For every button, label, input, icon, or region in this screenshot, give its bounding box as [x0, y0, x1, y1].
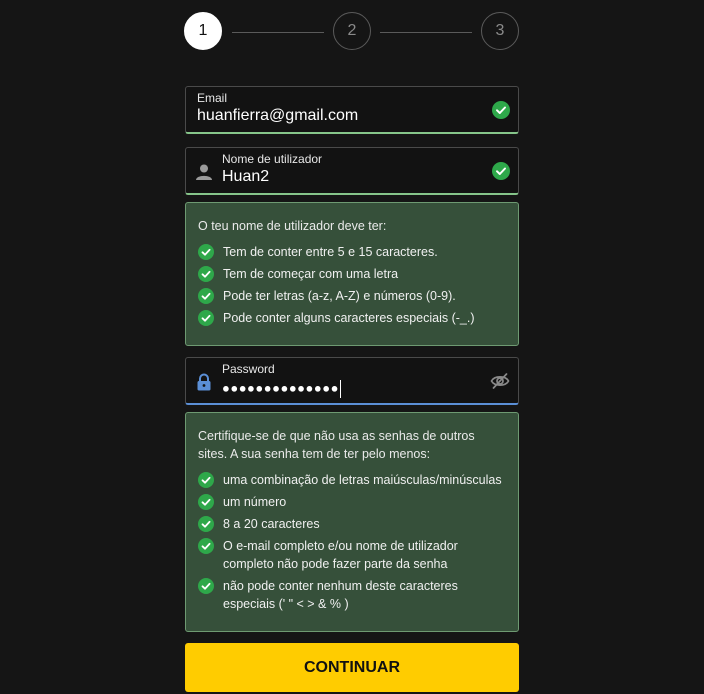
password-rules-panel	[185, 412, 519, 632]
check-circle-icon	[492, 162, 510, 180]
rule-text: O e-mail completo e/ou nome de utilizador completo não pode fazer parte da senha	[223, 539, 458, 571]
check-circle-icon	[492, 101, 510, 119]
check-circle-icon	[198, 310, 214, 326]
password-rules-intro: Certifique-se de que não usa as senhas de outros sites. A sua senha tem de ter pelo menos:	[198, 429, 475, 461]
continue-button[interactable]: CONTINUAR	[185, 643, 519, 692]
password-label: Password	[222, 362, 275, 376]
email-label: Email	[197, 91, 228, 105]
rule-item	[198, 493, 506, 511]
step-2: 2	[333, 12, 371, 50]
check-circle-icon	[198, 244, 214, 260]
rule-text: Pode conter alguns caracteres especiais (-_.)	[223, 311, 475, 325]
step-3: 3	[481, 12, 519, 50]
rule-item	[198, 287, 506, 305]
username-field[interactable]	[185, 147, 519, 195]
check-circle-icon	[198, 494, 214, 510]
rule-text: 8 a 20 caracteres	[223, 517, 320, 531]
text-caret	[340, 380, 342, 398]
rule-text: Pode ter letras (a-z, A-Z) e números (0-9).	[223, 289, 456, 303]
step-1: 1	[184, 12, 222, 50]
rule-item	[198, 471, 506, 489]
rule-item	[198, 309, 506, 327]
password-field[interactable]	[185, 357, 519, 405]
step-connector	[380, 32, 472, 33]
username-value[interactable]: Huan2	[222, 168, 270, 185]
rule-item	[198, 265, 506, 283]
lock-icon	[194, 372, 214, 392]
rule-item	[198, 537, 506, 573]
check-circle-icon	[198, 266, 214, 282]
step-connector	[232, 32, 324, 33]
password-input[interactable]	[222, 380, 341, 398]
username-rules-panel	[185, 202, 519, 346]
check-circle-icon	[198, 538, 214, 554]
rule-item	[198, 515, 506, 533]
check-circle-icon	[198, 288, 214, 304]
password-value: ●●●●●●●●●●●●●●	[222, 380, 339, 396]
stepper	[184, 12, 520, 52]
check-circle-icon	[198, 578, 214, 594]
rule-text: Tem de conter entre 5 e 15 caracteres.	[223, 245, 438, 259]
check-circle-icon	[198, 516, 214, 532]
user-icon	[194, 162, 214, 182]
username-label: Nome de utilizador	[222, 152, 323, 166]
rule-text: não pode conter nenhum deste caracteres especiais (' " < > & % )	[223, 579, 458, 611]
check-circle-icon	[198, 472, 214, 488]
email-field[interactable]	[185, 86, 519, 134]
email-value[interactable]: huanfierra@gmail.com	[197, 107, 359, 124]
username-rules-intro: O teu nome de utilizador deve ter:	[198, 219, 387, 233]
rule-text: Tem de começar com uma letra	[223, 267, 399, 281]
rule-text: um número	[223, 495, 287, 509]
rule-text: uma combinação de letras maiúsculas/minúsculas	[223, 473, 502, 487]
rule-item	[198, 243, 506, 261]
rule-item	[198, 577, 506, 613]
eye-off-icon[interactable]	[490, 371, 510, 391]
